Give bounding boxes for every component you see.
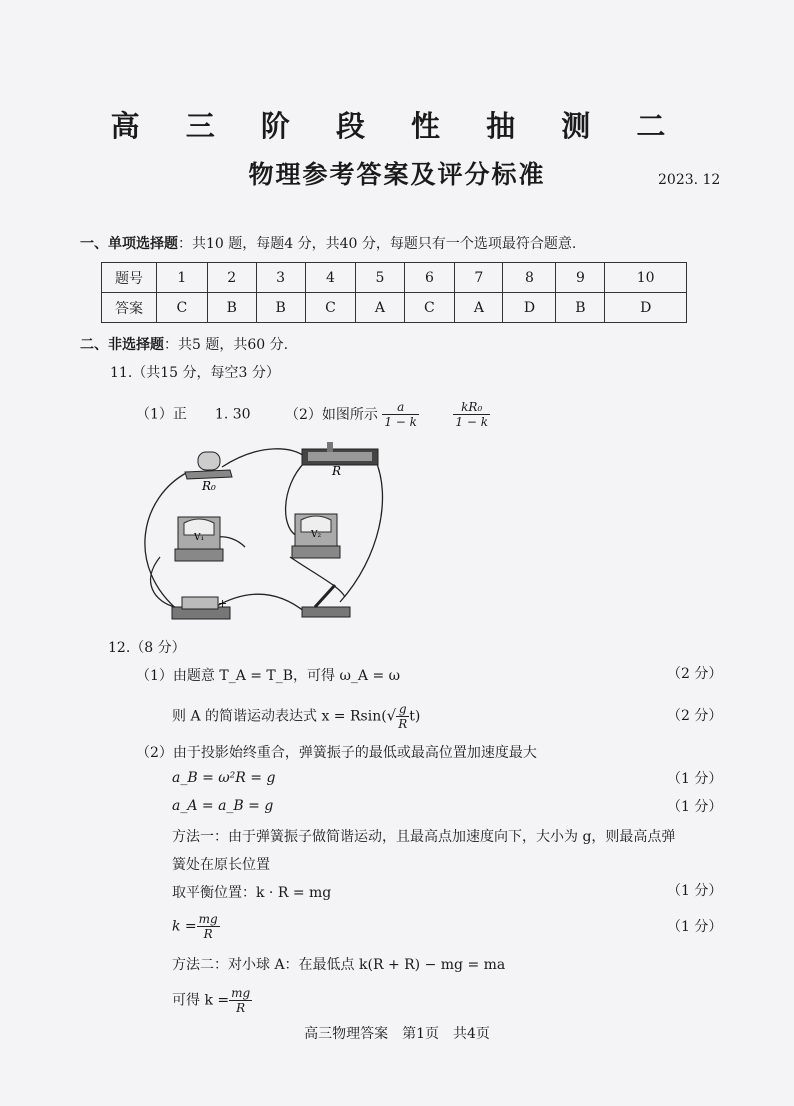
label-v2: V₂	[311, 530, 322, 540]
label-r0: R₀	[202, 479, 216, 493]
q12-title: 12.（8 分）	[108, 640, 186, 656]
table-cell: 4	[305, 263, 356, 293]
q12-line7: 簧处在原长位置	[172, 857, 270, 873]
label-r: R	[332, 464, 342, 478]
q11-answers	[136, 400, 490, 429]
label-v1: V₁	[194, 533, 205, 543]
switch	[302, 585, 350, 617]
table-cell: C	[404, 293, 455, 323]
fraction: $\frac{a}{1 - k}$	[384, 400, 417, 429]
q12-line11: 可得 k = $\frac{mg}{R}$	[172, 986, 251, 1015]
table-cell: 8	[503, 263, 556, 293]
score: （1 分）	[667, 771, 723, 787]
circuit-diagram	[130, 437, 395, 627]
score: （1 分）	[667, 919, 723, 935]
q12-line3: （2）由于投影始终重合，弹簧振子的最低或最高位置加速度最大	[136, 745, 537, 761]
section1-heading: 一、单项选择题：共10 题，每题4 分，共40 分，每题只有一个选项最符合题意.	[80, 236, 577, 252]
table-cell: A	[455, 293, 503, 323]
table-cell: 1	[157, 263, 208, 293]
wire	[290, 557, 345, 597]
fraction: $\frac{mg}{R}$	[231, 986, 251, 1015]
q12-line4: a_B = ω²R = g	[172, 770, 276, 786]
table-cell: A	[356, 293, 404, 323]
score: （1 分）	[667, 883, 723, 899]
table-cell: B	[256, 293, 305, 323]
table-cell: C	[157, 293, 208, 323]
exam-title: 高 三 阶 段 性 抽 测 二	[110, 109, 684, 143]
table-header-cell: 题号	[102, 263, 157, 293]
table-cell: 2	[207, 263, 256, 293]
table-cell: B	[556, 293, 605, 323]
q12-line6: 方法一：由于弹簧振子做简谐运动，且最高点加速度向下，大小为 g，则最高点弹	[172, 829, 676, 845]
q12-line9: k = $\frac{mg}{R}$	[172, 912, 218, 941]
exam-subtitle: 物理参考答案及评分标准	[248, 160, 546, 189]
wire	[340, 459, 382, 602]
exam-date: 2023. 12	[658, 172, 721, 188]
q12-line1: （1）由题意 T_A = T_B，可得 ω_A = ω	[136, 668, 401, 684]
table-header-cell: 答案	[102, 293, 157, 323]
section2-heading: 二、非选择题：共5 题，共60 分.	[80, 337, 289, 353]
table-cell: 7	[455, 263, 503, 293]
answer-table	[101, 262, 687, 323]
table-cell: 6	[404, 263, 455, 293]
table-cell: D	[503, 293, 556, 323]
q11-part2: （2）如图所示	[284, 406, 378, 423]
q12-line5: a_A = a_B = g	[172, 798, 274, 814]
score: （1 分）	[667, 799, 723, 815]
q12-line8: 取平衡位置：k · R = mg	[172, 885, 332, 901]
score: （2 分）	[667, 666, 723, 682]
table-row-numbers	[102, 263, 687, 293]
table-cell: C	[305, 293, 356, 323]
q12-line2: 则 A 的简谐运动表达式 x = Rsin(√ $\frac{g}{R}$ t)	[172, 702, 421, 731]
fraction: $\frac{\text{kR₀}}{1 - k}$	[455, 400, 488, 429]
q11-part1: （1）正 1. 30	[136, 406, 251, 423]
q11-title: 11.（共15 分，每空3 分）	[110, 365, 280, 381]
rheostat	[302, 442, 378, 465]
table-cell: 9	[556, 263, 605, 293]
table-cell: 5	[356, 263, 404, 293]
fraction: $\frac{g}{R}$	[398, 702, 408, 731]
table-cell: B	[207, 293, 256, 323]
fraction: $\frac{mg}{R}$	[198, 912, 218, 941]
wire	[222, 449, 305, 467]
table-cell: 10	[605, 263, 687, 293]
table-row-answers	[102, 293, 687, 323]
table-cell: D	[605, 293, 687, 323]
table-cell: 3	[256, 263, 305, 293]
page-footer: 高三物理答案 第1页 共4页	[304, 1026, 490, 1042]
q12-line10: 方法二：对小球 A：在最低点 k(R + R) − mg = ma	[172, 957, 506, 973]
score: （2 分）	[667, 708, 723, 724]
label-plus: +	[218, 597, 228, 610]
